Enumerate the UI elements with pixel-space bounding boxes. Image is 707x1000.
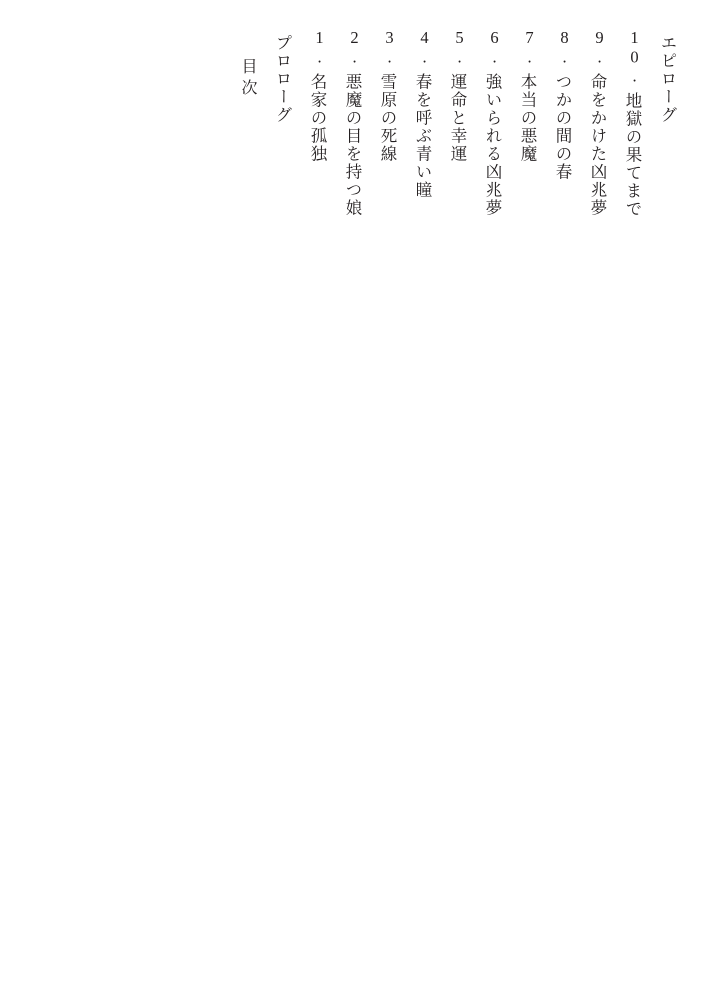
list-item bbox=[480, 28, 504, 217]
entry-number: 3. bbox=[380, 28, 399, 67]
list-item bbox=[305, 28, 329, 163]
entry-title: つかの間の春 bbox=[553, 72, 572, 181]
entry-title: 強いられる凶兆夢 bbox=[483, 72, 502, 217]
entry-title: 本当の悪魔 bbox=[518, 72, 537, 163]
entry-title: 運命と幸運 bbox=[448, 72, 467, 163]
page-title: 目次 bbox=[239, 58, 256, 100]
entry-number: 7. bbox=[520, 28, 539, 67]
entry-title: 雪原の死線 bbox=[378, 72, 397, 163]
list-item bbox=[585, 28, 609, 217]
entry-number: 10. bbox=[625, 28, 644, 86]
entry-number: 2. bbox=[345, 28, 364, 67]
list-item bbox=[655, 28, 679, 124]
entry-title: 命をかけた凶兆夢 bbox=[588, 72, 607, 217]
entry-number: 9. bbox=[590, 28, 609, 67]
list-item bbox=[550, 28, 574, 181]
entry-number: 5. bbox=[450, 28, 469, 67]
entry-title: 春を呼ぶ青い瞳 bbox=[413, 72, 432, 199]
entry-number: 4. bbox=[415, 28, 434, 67]
entry-title: 悪魔の目を持つ娘 bbox=[343, 72, 362, 217]
entry-number: 6. bbox=[485, 28, 504, 67]
toc-entry-list bbox=[259, 28, 679, 218]
list-item bbox=[445, 28, 469, 163]
list-item bbox=[340, 28, 364, 217]
entry-number: 1. bbox=[310, 28, 329, 67]
entry-number: 8. bbox=[555, 28, 574, 67]
list-item bbox=[410, 28, 434, 199]
table-of-contents bbox=[28, 28, 679, 328]
entry-title: 名家の孤独 bbox=[308, 72, 327, 163]
list-item bbox=[270, 28, 294, 124]
entry-title: プロローグ bbox=[273, 34, 292, 124]
entry-title: エピローグ bbox=[658, 34, 677, 124]
list-item bbox=[375, 28, 399, 163]
entry-title: 地獄の果てまで bbox=[623, 92, 642, 218]
list-item bbox=[515, 28, 539, 163]
list-item bbox=[620, 28, 644, 218]
